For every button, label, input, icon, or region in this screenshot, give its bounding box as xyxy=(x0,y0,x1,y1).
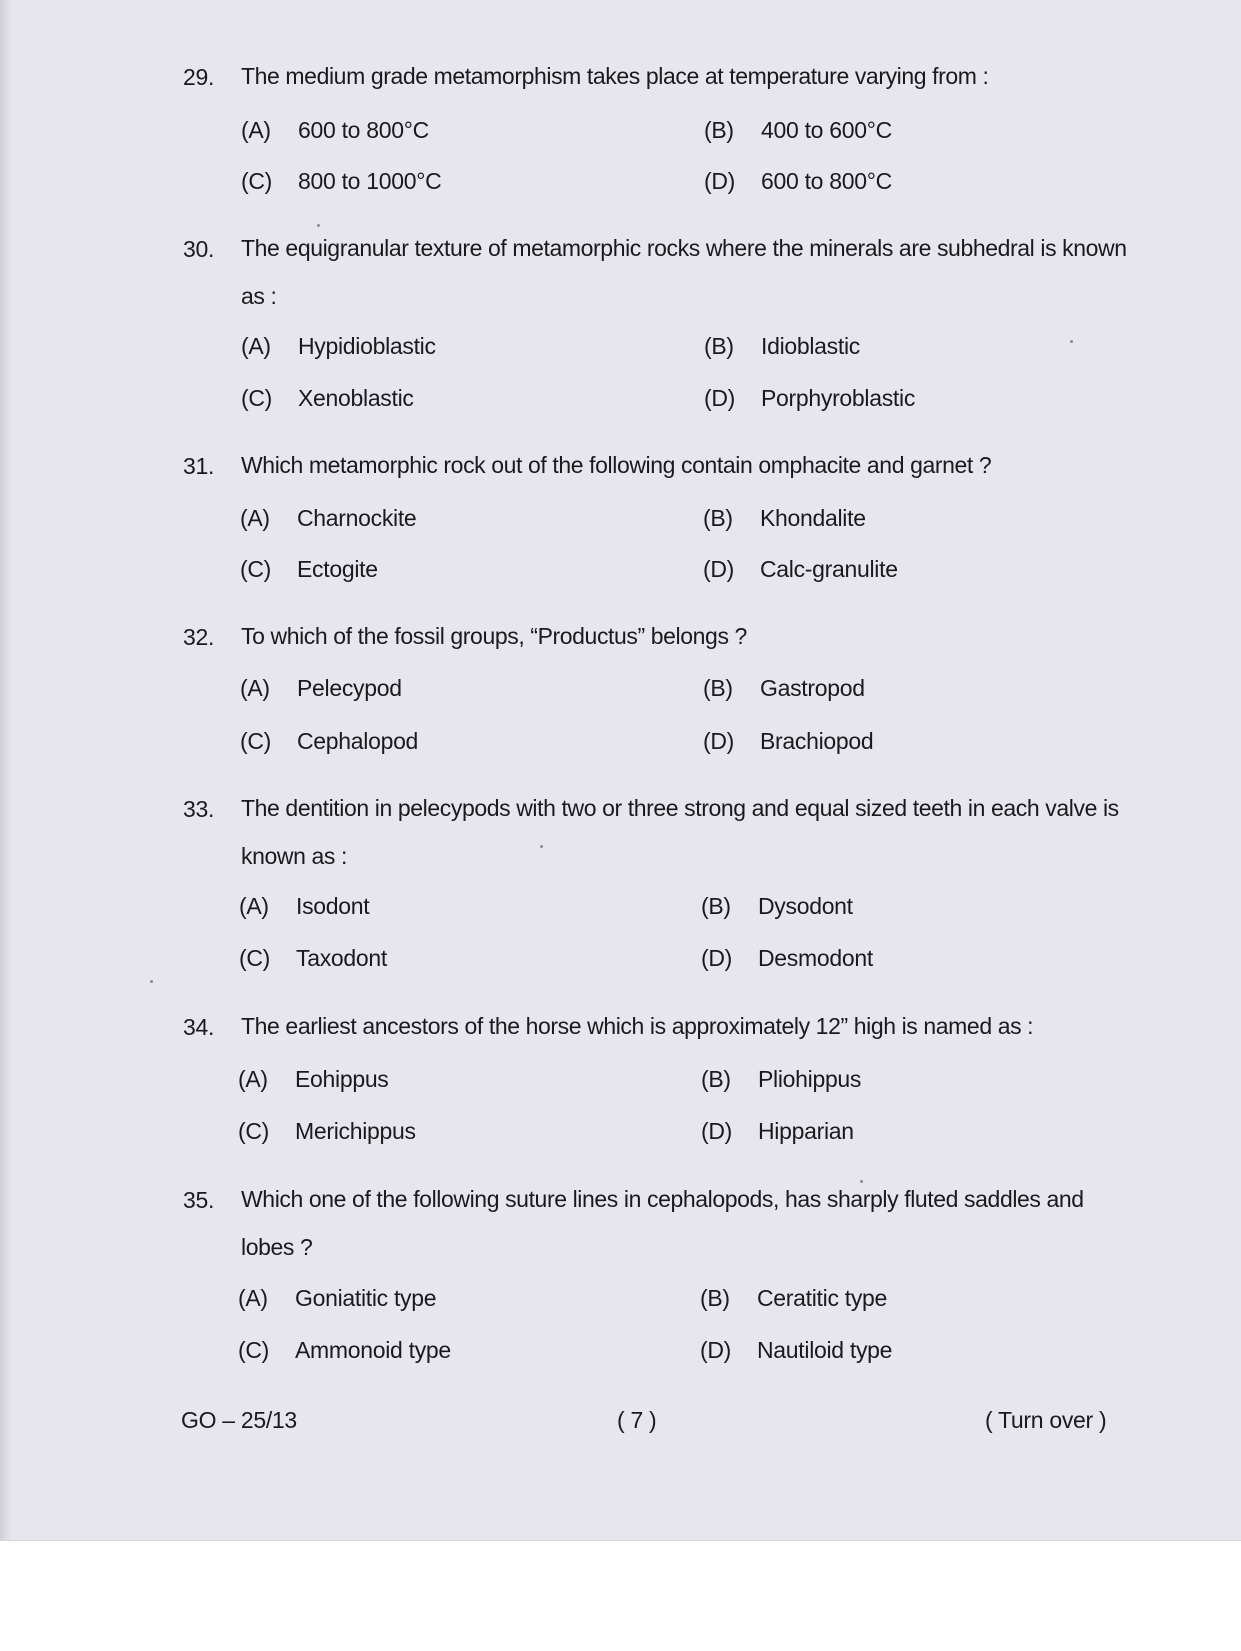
option-b xyxy=(704,333,860,360)
option-c xyxy=(238,1118,416,1145)
option-d xyxy=(704,168,892,195)
option-label: (A) xyxy=(240,505,270,531)
option-b xyxy=(701,1066,861,1093)
option-text: Nautiloid type xyxy=(757,1337,893,1363)
option-text: Hypidioblastic xyxy=(298,333,436,359)
option-label: (C) xyxy=(238,1337,270,1363)
option-text: Isodont xyxy=(296,893,370,919)
option-b xyxy=(701,893,853,920)
scan-speck xyxy=(317,224,320,227)
question-number: 35. xyxy=(183,1187,215,1213)
option-text: Cephalopod xyxy=(297,728,419,754)
option-label: (D) xyxy=(704,385,736,411)
option-text: Idioblastic xyxy=(761,333,860,359)
question-text: The medium grade metamorphism takes place at temperature varying from : xyxy=(241,63,989,89)
option-label: (A) xyxy=(241,117,271,143)
option-label: (C) xyxy=(240,556,272,582)
option-c xyxy=(241,168,441,195)
option-text: Brachiopod xyxy=(760,728,874,754)
option-a xyxy=(241,117,429,144)
option-text: Ectogite xyxy=(297,556,378,582)
option-text: Xenoblastic xyxy=(298,385,414,411)
option-text: Goniatitic type xyxy=(295,1285,437,1311)
option-label: (B) xyxy=(704,117,734,143)
option-c xyxy=(241,385,414,412)
option-label: (B) xyxy=(700,1285,730,1311)
question-number: 29. xyxy=(183,64,215,90)
option-label: (B) xyxy=(701,893,731,919)
option-label: (D) xyxy=(701,1118,733,1144)
option-b xyxy=(700,1285,887,1312)
option-text: Merichippus xyxy=(295,1118,416,1144)
option-text: Charnockite xyxy=(297,505,417,531)
option-a xyxy=(238,1066,389,1093)
question-number: 32. xyxy=(183,624,215,650)
scan-speck xyxy=(1070,340,1073,343)
option-label: (B) xyxy=(703,505,733,531)
page-edge-shadow xyxy=(0,0,12,1540)
option-text: Porphyroblastic xyxy=(761,385,916,411)
option-a xyxy=(240,675,402,702)
scan-speck xyxy=(860,1180,863,1183)
option-c xyxy=(240,728,418,755)
paper-code: GO – 25/13 xyxy=(181,1407,297,1433)
option-label: (B) xyxy=(704,333,734,359)
option-text: Gastropod xyxy=(760,675,865,701)
option-text: Pelecypod xyxy=(297,675,402,701)
option-text: Ceratitic type xyxy=(757,1285,888,1311)
option-d xyxy=(703,728,873,755)
option-text: Eohippus xyxy=(295,1066,389,1092)
option-text: Calc-granulite xyxy=(760,556,898,582)
question-text: Which metamorphic rock out of the following contain omphacite and garnet ? xyxy=(241,452,992,478)
option-d xyxy=(700,1337,892,1364)
option-a xyxy=(241,333,436,360)
option-label: (D) xyxy=(703,728,735,754)
option-label: (A) xyxy=(238,1285,268,1311)
option-a xyxy=(238,1285,436,1312)
turn-over-note: ( Turn over ) xyxy=(985,1407,1107,1433)
option-label: (B) xyxy=(701,1066,731,1092)
option-text: Hipparian xyxy=(758,1118,854,1144)
option-text: 600 to 800°C xyxy=(761,168,892,194)
question-text: The earliest ancestors of the horse which is approximately 12” high is named as : xyxy=(241,1013,1034,1039)
option-d xyxy=(701,945,873,972)
option-text: Desmodont xyxy=(758,945,873,971)
option-label: (C) xyxy=(238,1118,270,1144)
option-label: (A) xyxy=(238,1066,268,1092)
option-d xyxy=(701,1118,854,1145)
option-label: (B) xyxy=(703,675,733,701)
option-label: (D) xyxy=(701,945,733,971)
question-number: 30. xyxy=(183,236,215,262)
option-a xyxy=(239,893,369,920)
option-text: Pliohippus xyxy=(758,1066,862,1092)
option-b xyxy=(704,117,892,144)
question-text: Which one of the following suture lines in cephalopods, has sharply fluted saddles and lobes ? xyxy=(241,1186,1084,1260)
page-number: ( 7 ) xyxy=(617,1407,657,1433)
option-label: (C) xyxy=(241,385,273,411)
question-text: To which of the fossil groups, “Productus” belongs ? xyxy=(241,623,747,649)
option-label: (A) xyxy=(240,675,270,701)
option-b xyxy=(703,675,865,702)
option-b xyxy=(703,505,866,532)
option-label: (C) xyxy=(241,168,273,194)
option-label: (D) xyxy=(700,1337,732,1363)
option-label: (C) xyxy=(239,945,271,971)
option-text: 600 to 800°C xyxy=(298,117,429,143)
option-text: 800 to 1000°C xyxy=(298,168,442,194)
option-text: 400 to 600°C xyxy=(761,117,892,143)
option-a xyxy=(240,505,416,532)
option-text: Ammonoid type xyxy=(295,1337,451,1363)
option-label: (D) xyxy=(704,168,736,194)
option-c xyxy=(239,945,387,972)
option-label: (C) xyxy=(240,728,272,754)
option-c xyxy=(240,556,378,583)
question-number: 34. xyxy=(183,1014,215,1040)
option-text: Khondalite xyxy=(760,505,866,531)
option-label: (D) xyxy=(703,556,735,582)
scan-speck xyxy=(540,845,543,848)
option-text: Taxodont xyxy=(296,945,387,971)
option-d xyxy=(703,556,898,583)
option-text: Dysodont xyxy=(758,893,853,919)
question-text: The equigranular texture of metamorphic rocks where the minerals are subhedral is known as : xyxy=(241,235,1127,309)
option-c xyxy=(238,1337,451,1364)
option-d xyxy=(704,385,915,412)
question-number: 31. xyxy=(183,453,215,479)
option-label: (A) xyxy=(241,333,271,359)
question-number: 33. xyxy=(183,796,215,822)
option-label: (A) xyxy=(239,893,269,919)
scan-speck xyxy=(150,980,153,983)
question-text: The dentition in pelecypods with two or three strong and equal sized teeth in each valve is known as : xyxy=(241,795,1119,869)
